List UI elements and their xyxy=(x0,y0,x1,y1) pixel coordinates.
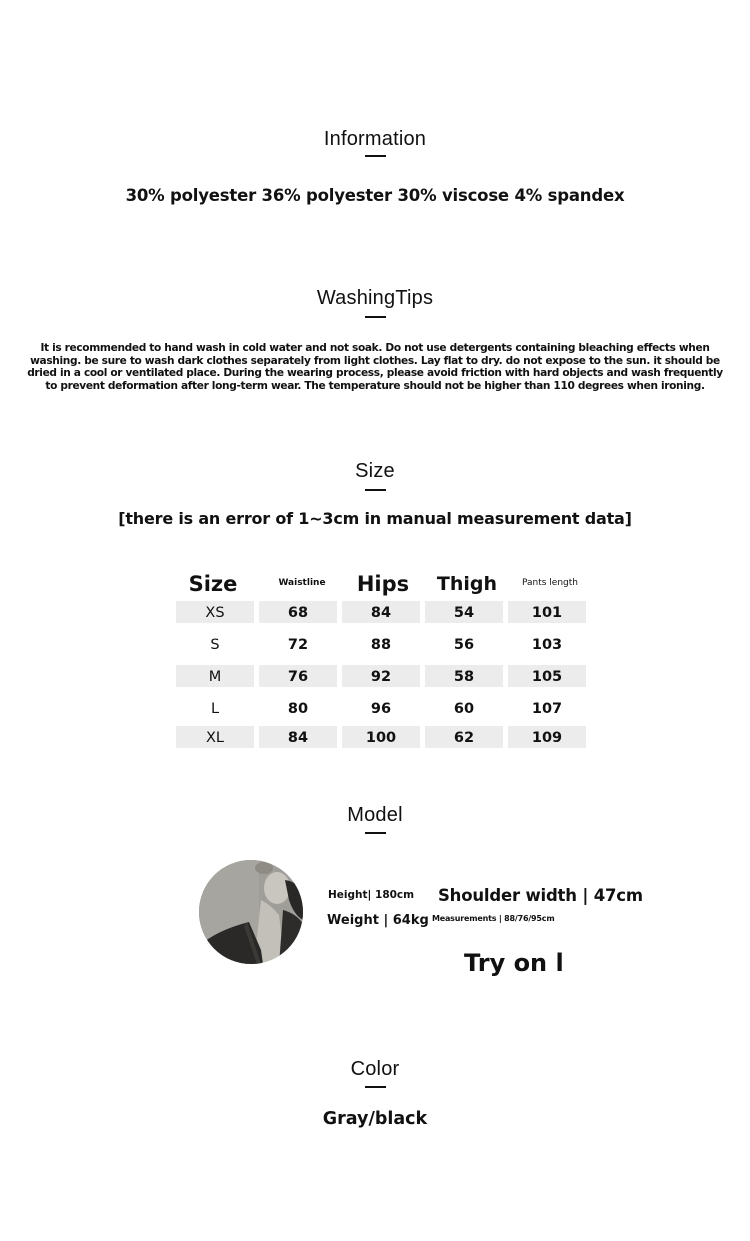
cell-thigh: 54 xyxy=(425,601,503,623)
cell-size: M xyxy=(176,665,254,687)
size-underline xyxy=(365,489,386,491)
header-waistline: Waistline xyxy=(278,578,326,588)
cell-pants-length: 103 xyxy=(531,637,563,653)
color-underline xyxy=(365,1086,386,1088)
washing-line: It is recommended to hand wash in cold water and not soak. Do not use detergents containing bleaching effects when xyxy=(40,342,710,354)
model-height: Height| 180cm xyxy=(328,889,415,901)
information-title: Information xyxy=(323,128,427,150)
cell-hips: 84 xyxy=(342,601,420,623)
cell-size: S xyxy=(210,637,220,653)
model-underline xyxy=(365,832,386,834)
cell-size: XL xyxy=(176,726,254,748)
washing-line: washing. be sure to wash dark clothes separately from light clothes. Lay flat to dry. do not expose to the sun. it should be xyxy=(30,354,720,367)
cell-pants-length: 109 xyxy=(508,726,586,748)
washing-instructions xyxy=(8,342,742,392)
cell-waistline: 68 xyxy=(259,601,337,623)
cell-size: L xyxy=(210,701,220,717)
cell-pants-length: 105 xyxy=(508,665,586,687)
cell-hips: 100 xyxy=(342,726,420,748)
washing-line: to prevent deformation after long-term wear. The temperature should not be higher than 110 degrees when ironing. xyxy=(45,379,705,392)
cell-pants-length: 101 xyxy=(508,601,586,623)
color-title: Color xyxy=(350,1058,400,1080)
washing-tips-title: WashingTips xyxy=(316,287,434,309)
information-underline xyxy=(365,155,386,157)
model-measurements: Measurements | 88/76/95cm xyxy=(432,914,555,923)
composition-text: 30% polyester 36% polyester 30% viscose 4% spandex xyxy=(125,186,625,205)
cell-pants-length: 107 xyxy=(531,701,563,717)
model-title: Model xyxy=(347,804,403,826)
model-photo-image xyxy=(199,860,303,964)
header-hips: Hips xyxy=(356,572,410,596)
header-pants-length: Pants length xyxy=(521,578,578,588)
cell-waistline: 76 xyxy=(259,665,337,687)
cell-thigh: 62 xyxy=(425,726,503,748)
washing-tips-underline xyxy=(365,316,386,318)
header-thigh: Thigh xyxy=(436,573,498,595)
measurement-note: [there is an error of 1~3cm in manual measurement data] xyxy=(118,509,632,528)
model-weight: Weight | 64kg xyxy=(327,913,429,928)
cell-waistline: 84 xyxy=(259,726,337,748)
cell-thigh: 58 xyxy=(425,665,503,687)
model-shoulder-width: Shoulder width | 47cm xyxy=(438,886,643,905)
model-photo xyxy=(199,860,303,964)
model-try-on-size: Try on l xyxy=(464,949,564,977)
size-title: Size xyxy=(355,460,395,482)
cell-hips: 92 xyxy=(342,665,420,687)
cell-size: XS xyxy=(176,601,254,623)
color-value: Gray/black xyxy=(322,1109,428,1129)
cell-thigh: 60 xyxy=(453,701,475,717)
cell-thigh: 56 xyxy=(453,637,475,653)
header-size: Size xyxy=(188,572,238,596)
cell-hips: 88 xyxy=(370,637,392,653)
cell-waistline: 80 xyxy=(287,701,309,717)
cell-hips: 96 xyxy=(370,701,392,717)
washing-line: dried in a cool or ventilated place. During the wearing process, please avoid friction with hard objects and wash frequently xyxy=(27,367,723,380)
cell-waistline: 72 xyxy=(287,637,309,653)
